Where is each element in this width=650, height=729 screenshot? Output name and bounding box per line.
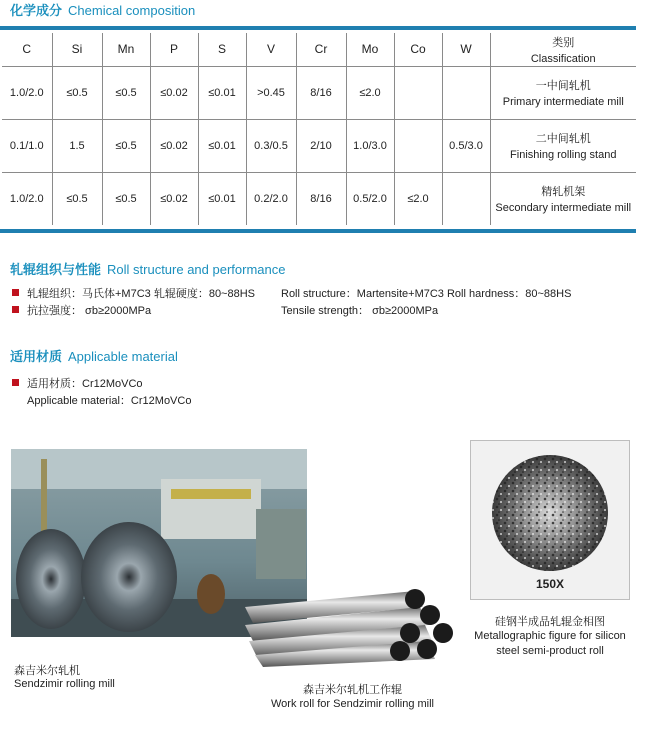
header-cell: Si bbox=[52, 33, 102, 66]
bottom-divider bbox=[0, 229, 636, 233]
table-row bbox=[2, 172, 636, 225]
classification-header-en: Classification bbox=[530, 52, 596, 65]
material-title-en: Applicable material bbox=[68, 349, 178, 364]
rolls-illustration bbox=[245, 585, 460, 667]
table-cell: 0.3/0.5 bbox=[246, 119, 296, 172]
table-cell: ≤0.01 bbox=[198, 172, 246, 225]
chemical-title-cn: 化学成分 bbox=[10, 4, 63, 19]
rolls-caption-cn: 森吉米尔轧机工作辊 bbox=[303, 684, 402, 696]
table-cell: 0.2/2.0 bbox=[246, 172, 296, 225]
header-cell: V bbox=[246, 33, 296, 66]
magnification-label: 150X bbox=[535, 577, 565, 591]
mill-caption-en: Sendzimir rolling mill bbox=[14, 678, 115, 690]
roll-line1-cn: 轧辊组织：马氏体+M7C3 轧辊硬度：80~88HS bbox=[27, 288, 255, 300]
header-cell: Co bbox=[394, 33, 442, 66]
metal-caption-en2: steel semi-product roll bbox=[496, 645, 604, 657]
table-header-row bbox=[2, 33, 636, 66]
bullet-square-icon bbox=[12, 289, 19, 296]
roll-title-cn: 轧辊组织与性能 bbox=[10, 263, 102, 278]
mill-caption-cn: 森吉米尔轧机 bbox=[14, 665, 80, 677]
roll-section-title bbox=[10, 259, 286, 278]
classification-cn: 一中间轧机 bbox=[535, 79, 591, 92]
table-cell bbox=[394, 66, 442, 119]
table-cell: ≤0.5 bbox=[102, 119, 150, 172]
rolls-caption-en: Work roll for Sendzimir rolling mill bbox=[271, 698, 434, 710]
header-cell: Mn bbox=[102, 33, 150, 66]
roll-bullet-2 bbox=[12, 302, 151, 318]
table-cell: 0.5/3.0 bbox=[442, 119, 490, 172]
chemical-title-en: Chemical composition bbox=[68, 3, 196, 18]
table-cell: ≤0.5 bbox=[52, 172, 102, 225]
metal-caption-en1: Metallographic figure for silicon bbox=[474, 630, 626, 642]
table-cell: 2/10 bbox=[296, 119, 346, 172]
table-cell: ≤0.01 bbox=[198, 66, 246, 119]
header-cell: Mo bbox=[346, 33, 394, 66]
classification-en: Secondary intermediate mill bbox=[495, 202, 632, 215]
table-cell: >0.45 bbox=[246, 66, 296, 119]
bullet-square-icon bbox=[12, 379, 19, 386]
metal-caption-cn: 硅钢半成品轧辊金相图 bbox=[495, 616, 605, 628]
roll-line2-en: Tensile strength： σb≥2000MPa bbox=[281, 305, 439, 317]
top-divider bbox=[0, 26, 636, 30]
classification-cell bbox=[490, 119, 636, 172]
table-cell: ≤2.0 bbox=[346, 66, 394, 119]
classification-cell bbox=[490, 172, 636, 225]
table-cell: ≤0.5 bbox=[52, 66, 102, 119]
material-bullet bbox=[12, 375, 143, 391]
table-cell: 0.5/2.0 bbox=[346, 172, 394, 225]
table-cell: 1.0/3.0 bbox=[346, 119, 394, 172]
classification-header-cn: 类别 bbox=[552, 35, 575, 49]
bullet-square-icon bbox=[12, 306, 19, 313]
table-row bbox=[2, 119, 636, 172]
table-cell: ≤0.01 bbox=[198, 119, 246, 172]
header-cell: P bbox=[150, 33, 198, 66]
classification-cn: 二中间轧机 bbox=[535, 132, 591, 145]
table-cell: 8/16 bbox=[296, 66, 346, 119]
table-cell bbox=[442, 66, 490, 119]
table-cell: ≤2.0 bbox=[394, 172, 442, 225]
classification-cn: 精轧机架 bbox=[541, 185, 586, 199]
header-cell: Cr bbox=[296, 33, 346, 66]
classification-en: Primary intermediate mill bbox=[502, 96, 624, 108]
roll-line1-en: Roll structure：Martensite+M7C3 Roll hardness：80~88HS bbox=[281, 288, 572, 300]
classification-cell bbox=[490, 66, 636, 119]
table-row bbox=[2, 66, 636, 119]
rolls-photo bbox=[245, 585, 460, 667]
material-line2-en: Applicable material：Cr12MoVCo bbox=[27, 395, 192, 407]
table-cell bbox=[442, 172, 490, 225]
table-cell: ≤0.02 bbox=[150, 119, 198, 172]
table-cell: ≤0.5 bbox=[102, 172, 150, 225]
roll-title-en: Roll structure and performance bbox=[107, 262, 286, 277]
chemical-section-title bbox=[10, 0, 195, 19]
metallographic-illustration bbox=[471, 441, 629, 599]
material-line1-cn: 适用材质：Cr12MoVCo bbox=[27, 378, 143, 390]
table-cell: 1.0/2.0 bbox=[2, 66, 52, 119]
table-cell: ≤0.02 bbox=[150, 66, 198, 119]
composition-table bbox=[2, 33, 636, 225]
table-cell: ≤0.5 bbox=[102, 66, 150, 119]
table-cell: 8/16 bbox=[296, 172, 346, 225]
table-cell: 0.1/1.0 bbox=[2, 119, 52, 172]
roll-bullet-1 bbox=[12, 285, 255, 301]
roll-line2-cn: 抗拉强度： σb≥2000MPa bbox=[27, 305, 152, 317]
metallographic-photo bbox=[470, 440, 630, 600]
classification-en: Finishing rolling stand bbox=[510, 149, 617, 161]
table-cell: ≤0.02 bbox=[150, 172, 198, 225]
classification-header bbox=[490, 33, 636, 66]
header-cell: W bbox=[442, 33, 490, 66]
table-cell bbox=[394, 119, 442, 172]
material-title-cn: 适用材质 bbox=[10, 350, 63, 365]
table-cell: 1.0/2.0 bbox=[2, 172, 52, 225]
header-cell: S bbox=[198, 33, 246, 66]
header-cell: C bbox=[2, 33, 52, 66]
material-section-title bbox=[10, 346, 178, 365]
table-cell: 1.5 bbox=[52, 119, 102, 172]
